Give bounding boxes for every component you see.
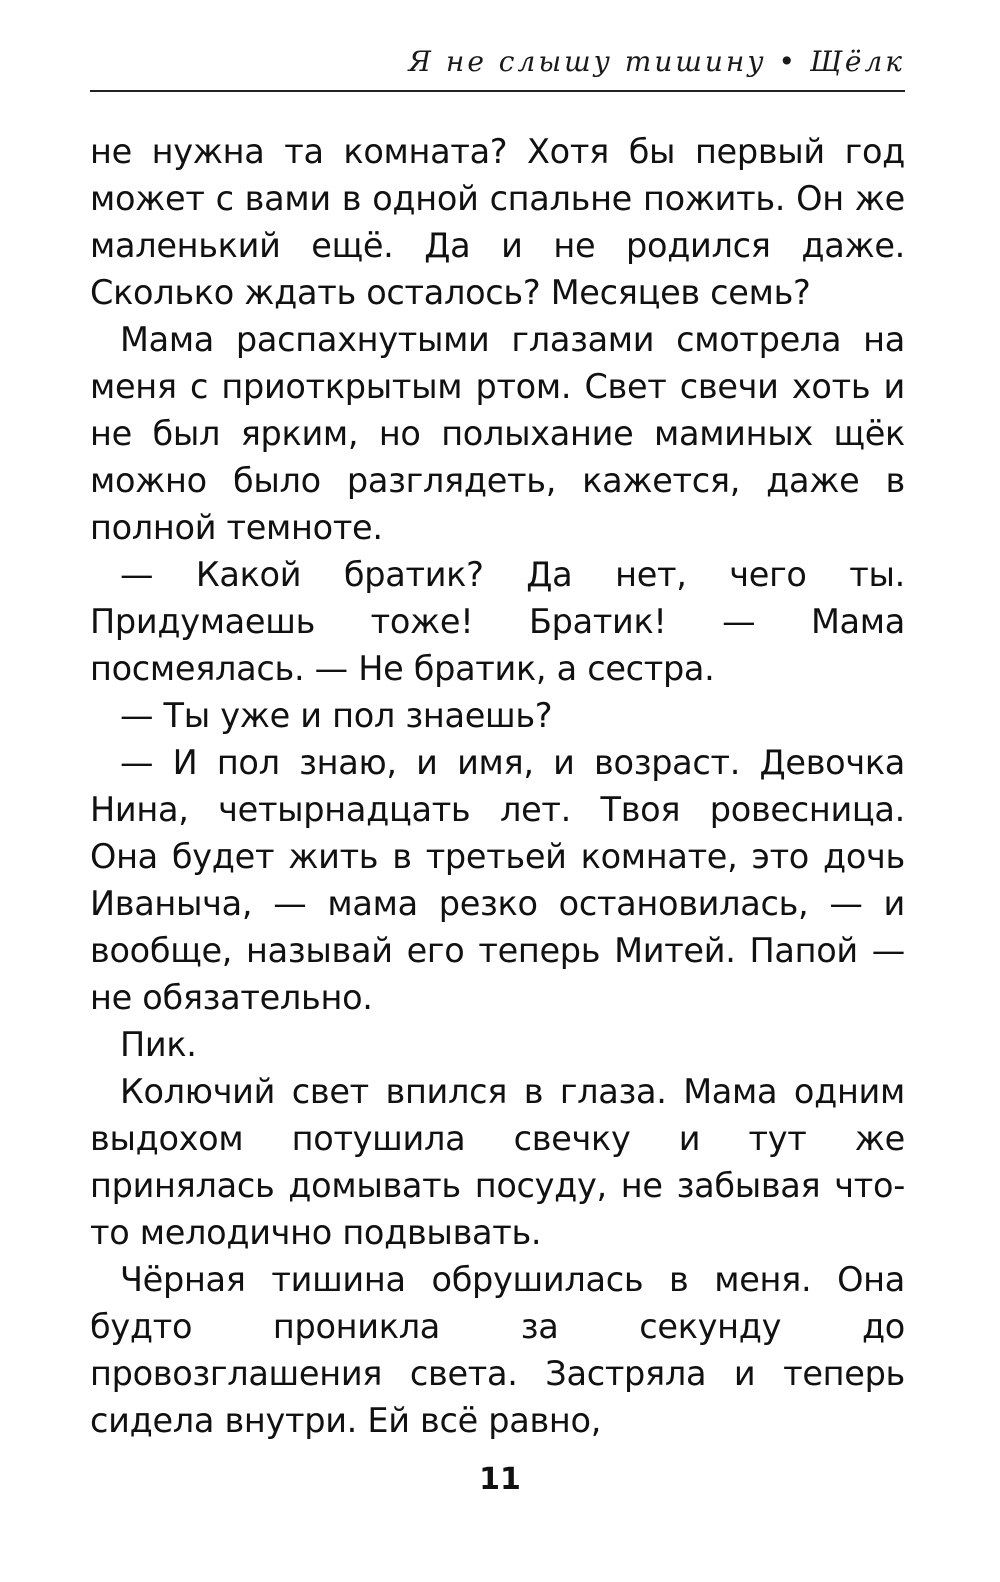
dialogue-line: — Какой братик? Да нет, чего ты. Придумаешь тоже! Братик! — Мама посмеялась. — Не братик, а сестра. bbox=[90, 555, 905, 688]
running-header bbox=[90, 40, 905, 92]
page-number: 11 bbox=[479, 1462, 521, 1497]
dialogue-line: — Ты уже и пол знаешь? bbox=[120, 696, 553, 735]
dialogue-line: — И пол знаю, и имя, и возраст. Девочка Нина, четырнадцать лет. Твоя ровесница. Она будет жить в третьей комнате, это дочь Иваныча, — мама резко остановилась, — и вообще, называй его теперь Митей. Папой — не обязательно. bbox=[90, 743, 905, 1017]
body-text bbox=[90, 128, 905, 1444]
paragraph: Мама распахнутыми глазами смотрела на меня с приоткрытым ртом. Свет свечи хоть и не был ярким, но полыхание маминых щёк можно было разглядеть, кажется, даже в полной темноте. bbox=[90, 320, 905, 547]
paragraph: Пик. bbox=[120, 1025, 197, 1064]
running-title: Я не слышу тишину • Щёлк bbox=[408, 45, 905, 78]
paragraph: Чёрная тишина обрушилась в меня. Она будто проникла за секунду до провозглашения света. Застряла и теперь сидела внутри. Ей всё равно, bbox=[90, 1260, 905, 1440]
paragraph: Колючий свет впился в глаза. Мама одним выдохом потушила свечку и тут же принялась домывать посуду, не забывая что-то мелодично подвывать. bbox=[90, 1072, 905, 1252]
paragraph-continuation: не нужна та комната? Хотя бы первый год может с вами в одной спальне пожить. Он же маленький ещё. Да и не родился даже. Сколько ждать осталось? Месяцев семь? bbox=[90, 132, 905, 312]
